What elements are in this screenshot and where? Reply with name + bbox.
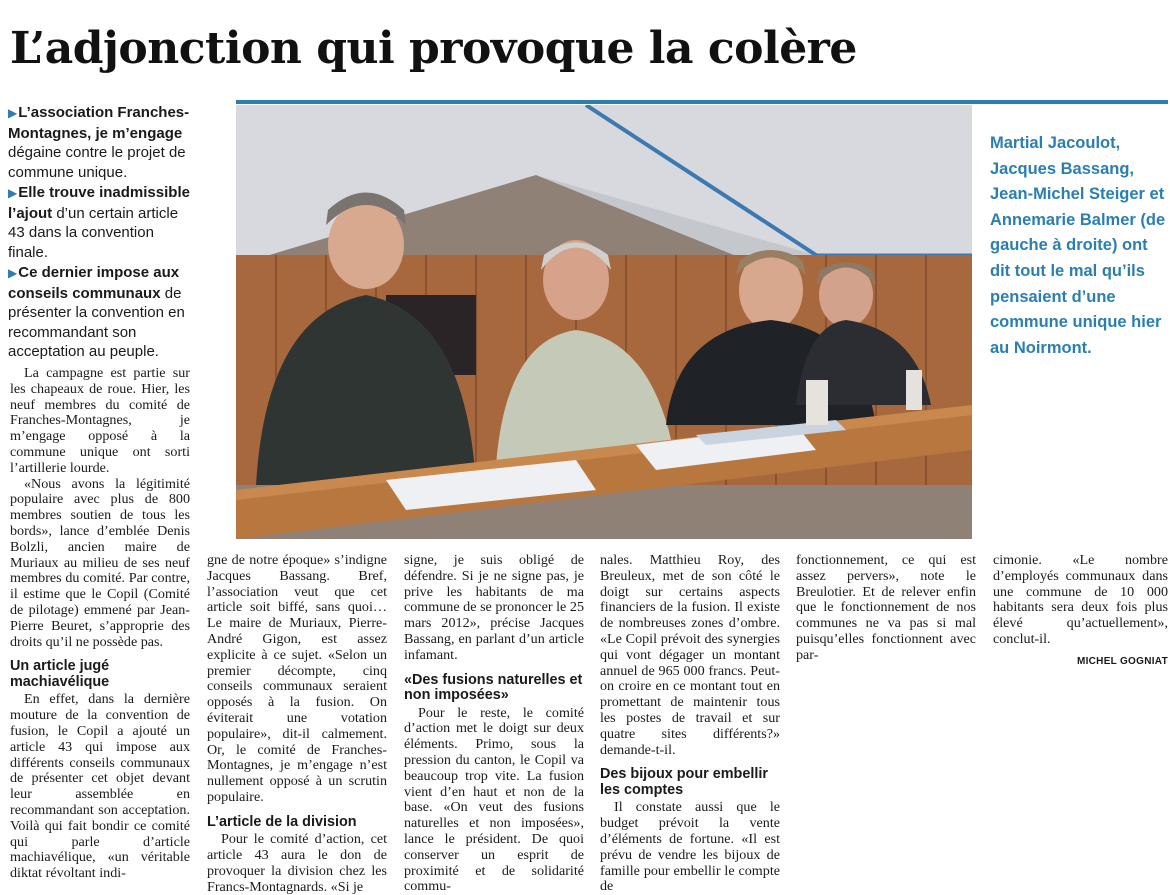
paragraph: La campagne est partie sur les chapeaux de roue. Hier, les neuf membres du comité de Franches-Montagnes, je m’engage opposé à la commune unique ont sorti l’artillerie lourde. xyxy=(10,365,190,476)
photo-caption: Martial Jacoulot, Jacques Bassang, Jean-Michel Steiger et Annemarie Balmer (de gauche à droite) ont dit tout le mal qu’ils pensaient d’une commune unique hier au Noirmont. xyxy=(990,134,1166,357)
byline: MICHEL GOGNIAT xyxy=(1076,655,1168,667)
article-column-2 xyxy=(207,553,387,895)
headline: L’adjonction qui provoque la colère xyxy=(10,23,857,74)
article-column-3 xyxy=(404,553,584,895)
arrow-icon: ▶ xyxy=(8,106,18,120)
paragraph: Pour le reste, le comité d’action met le doigt sur deux éléments. Primo, sous la pression du canton, le Copil va beaucoup trop vite. La fusion vient d’en haut et non de la base. «On veut des fusions naturelles et non imposées», lance le président. De quoi conserver un esprit de proximité et de solidarité commu- xyxy=(404,704,584,895)
lead-bullet-bold: L’association Franches-Montagnes, je m’engage xyxy=(8,104,190,142)
article-photo xyxy=(236,105,972,539)
lead-bullet-text: d’un certain article 43 dans la convention finale. xyxy=(8,204,179,261)
arrow-icon: ▶ xyxy=(8,186,18,200)
paragraph: Il constate aussi que le budget prévoit la vente d’éléments de fortune. «Il est prévu de vendre les bijoux de famille pour embellir le compte de xyxy=(600,799,780,895)
paragraph: En effet, dans la dernière mouture de la convention de fusion, le Copil a ajouté un article 43 qui impose aux différents conseils communaux de présenter cet objet devant leur assemblée en recommandant son acceptation. Voilà qui fait bondir ce comité qui parle d’article machiavélique, «un véritable diktat révoltant indi- xyxy=(10,691,190,882)
photo-press-conference-icon xyxy=(236,105,972,539)
accent-rule xyxy=(236,100,1168,104)
lead-bullet-bold: Ce dernier impose aux conseils communaux xyxy=(8,264,180,302)
paragraph: Pour le comité d’action, cet article 43 aura le don de provoquer la division chez les Francs-Montagnards. «Si je xyxy=(207,831,387,895)
paragraph: cimonie. «Le nombre d’employés communaux dans une commune de 10 000 habitants sera deux fois plus élevé qu’actuellement», conclut-il. xyxy=(993,552,1168,647)
lead-bullet xyxy=(8,183,190,262)
article-column-6 xyxy=(993,553,1168,670)
article-column-5 xyxy=(796,553,976,664)
lead-bullets xyxy=(8,103,190,363)
article-column-4 xyxy=(600,553,780,895)
subheading: Un article jugé machiavélique xyxy=(10,658,110,690)
arrow-icon: ▶ xyxy=(8,266,18,280)
lead-bullet-bold: Elle trouve inadmissible l’ajout xyxy=(8,184,190,222)
lead-bullet xyxy=(8,103,190,182)
paragraph: signe, je suis obligé de défendre. Si je ne signe pas, je prive les habitants de ma commune de se prononcer le 25 mars 2012», précise Jacques Bassang, en parlant d’un article infamant. xyxy=(404,552,584,663)
paragraph: «Nous avons la légitimité populaire avec plus de 800 membres soutien de tous les bords», lance d’emblée Denis Bolzli, ancien maire de Muriaux au milieu de ses neuf membres du comité. Par contre, il estime que le Copil (Comité de pilotage) emmené par Jean-Pierre Beuret, s’approprie des droits qu’il ne possède pas. xyxy=(10,475,190,650)
lead-bullet-text: dégaine contre le projet de commune unique. xyxy=(8,144,186,181)
lead-bullet-text: de présenter la convention en recommandant son acceptation au peuple. xyxy=(8,284,185,360)
paragraph: gne de notre époque» s’indigne Jacques Bassang. Bref, l’association veut que cet article soit biffé, sans quoi… Le maire de Muriaux, Pierre-André Gigon, est assez explicite à ce sujet. «Selon un premier décompte, cinq conseils communaux seraient opposés à la fusion. On éviterait une votation populaire», dit-il calmement. Or, le comité de Franches-Montagnes, je m’engage n’est nullement opposé à un scrutin populaire. xyxy=(207,552,387,805)
article-column-1 xyxy=(10,366,190,882)
subheading: L’article de la division xyxy=(207,813,357,830)
paragraph: fonctionnement, ce qui est assez pervers», note le Breulotier. Et de relever enfin que le fonctionnement de nos communes ne va pas si mal puisqu’elles fonctionnent avec par- xyxy=(796,552,976,663)
subheading: Des bijoux pour embellir les comptes xyxy=(600,766,768,798)
subheading: «Des fusions naturelles et non imposées» xyxy=(404,671,583,704)
lead-bullet xyxy=(8,263,190,362)
paragraph: nales. Matthieu Roy, des Breuleux, met de son côté le doigt sur certains aspects financiers de la fusion. Il existe de nombreuses zones d’ombre. «Le Copil prévoit des synergies qui vont dégager un montant annuel de 965 000 francs. Peut-on croire en ce montant tout en promettant de maintenir tous les postes de travail et sur quatre sites différents?» demande-t-il. xyxy=(600,552,780,758)
